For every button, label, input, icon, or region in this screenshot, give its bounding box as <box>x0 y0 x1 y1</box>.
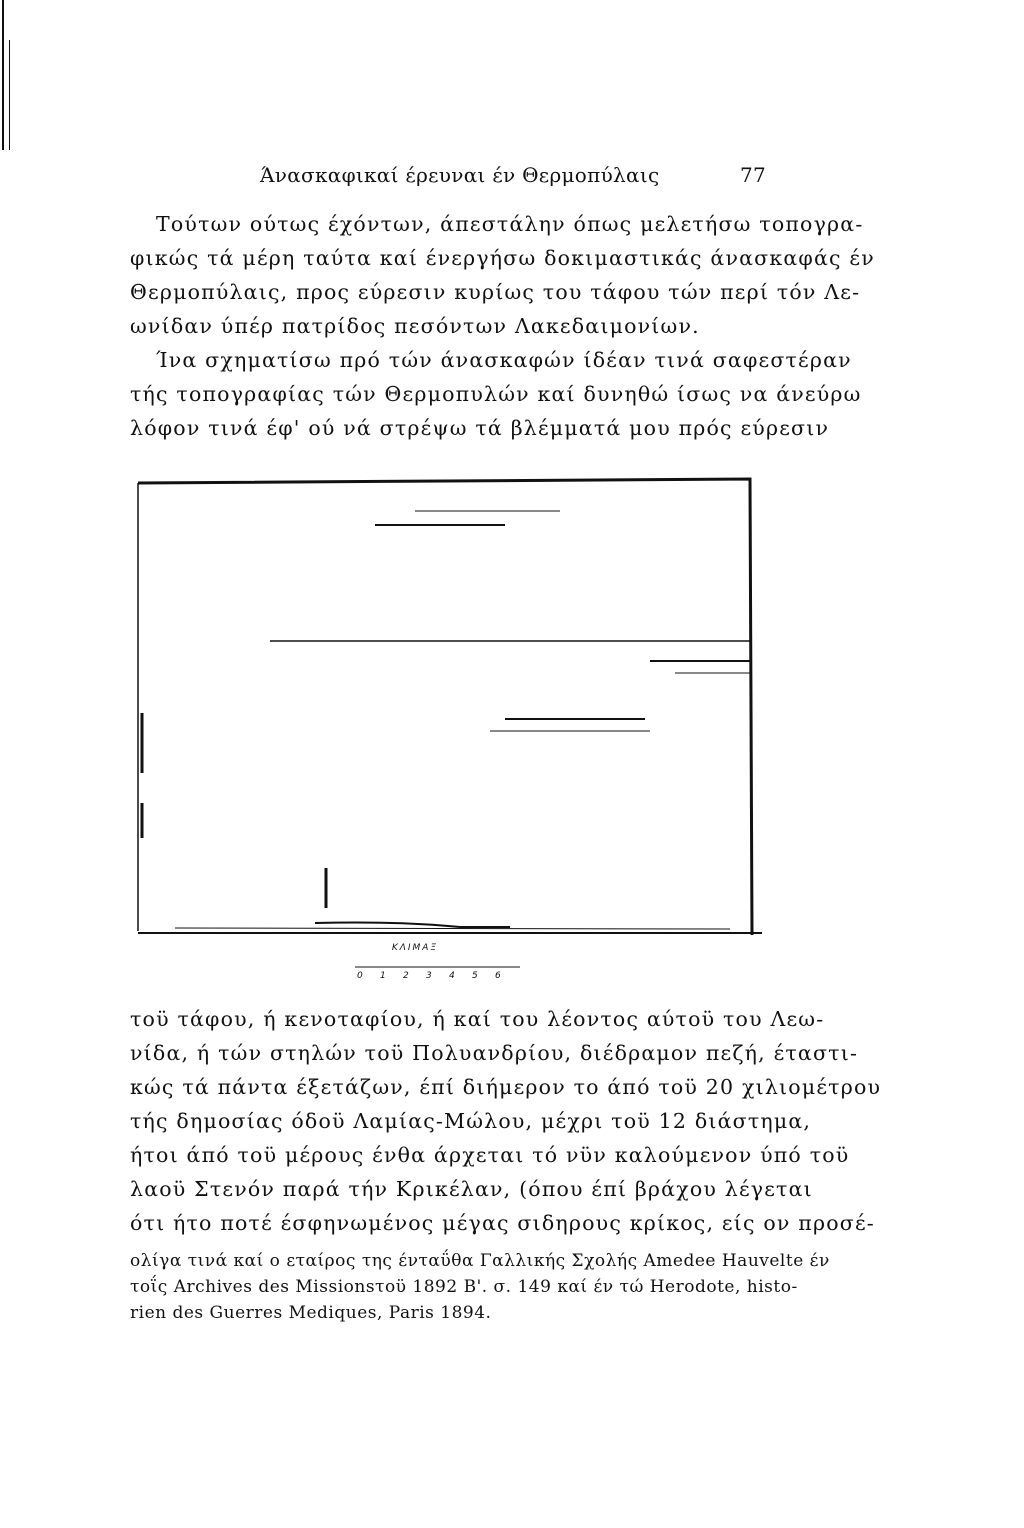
page-number: 77 <box>739 163 766 187</box>
scale-tick: 2 <box>403 971 409 981</box>
running-title: Άνασκαφικαί έρευναι έν Θερμοπύλαις <box>260 163 660 187</box>
scale-tick: 3 <box>426 971 432 981</box>
map-drawing <box>130 473 766 988</box>
text-line: τής τοπογραφίας τών Θερμοπυλών καί δυνηθώ ίσως να άνεύρω <box>130 382 862 406</box>
scale-tick: 4 <box>449 971 455 981</box>
text-line: φικώς τά μέρη ταύτα καί ένεργήσω δοκιμαστικάς άνασκαφάς έν <box>130 246 875 270</box>
text-line: Ίνα σχηματίσω πρό τών άνασκαφών ίδέαν τινά σαφεστέραν <box>156 348 852 372</box>
text-line: κώς τά πάντα έξετάζων, έπί διήμερον το άπό τοϋ 20 χιλιομέτρου <box>130 1075 882 1099</box>
text-line: νίδα, ή τών στηλών τοϋ Πολυανδρίου, διέδραμον πεζή, έταστι- <box>130 1041 859 1065</box>
footnote-line: rien des Guerres Mediques, Paris 1894. <box>130 1303 492 1323</box>
text-line: τής δημοσίας όδοϋ Λαμίας-Μώλου, μέχρι τοϋ 12 διάστημα, <box>130 1109 812 1133</box>
text-line: ωνίδαν ύπέρ πατρίδος πεσόντων Λακεδαιμονίων. <box>130 314 700 338</box>
paragraph-bottom <box>130 1002 882 1240</box>
footnote-line: τοΐς Archives des Missionsτοϋ 1892 Β'. σ. 149 καί έν τώ Herodote, histo- <box>130 1277 798 1297</box>
scan-edge-marks <box>0 0 14 160</box>
scale-tick: 1 <box>380 971 386 981</box>
scale-tick: 6 <box>495 971 501 981</box>
text-line: τοϋ τάφου, ή κενοταφίου, ή καί του λέοντος αύτοϋ του Λεω- <box>130 1007 825 1031</box>
paragraph-top <box>130 207 875 445</box>
topographic-map-figure <box>130 473 766 988</box>
text-line: Τούτων ούτως έχόντων, άπεστάλην όπως μελετήσω τοπογρα- <box>156 212 864 236</box>
page-header <box>130 163 766 193</box>
text-line: Θερμοπύλαις, προς εύρεσιν κυρίως του τάφου τών περί τόν Λε- <box>130 280 861 304</box>
text-line: λαοϋ Στενόν παρά τήν Κρικέλαν, (όπου έπί βράχου λέγεται <box>130 1177 813 1201</box>
footnote-line: ολίγα τινά καί ο εταίρος της ένταΰθα Γαλλικής Σχολής Amedee Hauvelte έν <box>130 1251 830 1271</box>
text-line: ότι ήτο ποτέ έσφηνωμένος μέγας σιδηρους κρίκος, είς ον προσέ- <box>130 1211 875 1235</box>
scale-tick: 0 <box>357 971 363 981</box>
text-line: ήτοι άπό τοϋ μέρους ένθα άρχεται τό νϋν καλούμενον ύπό τοϋ <box>130 1143 850 1167</box>
scale-label: ΚΛΙΜΑΞ <box>391 943 439 953</box>
footnote <box>130 1248 830 1326</box>
scale-tick: 5 <box>472 971 478 981</box>
text-line: λόφον τινά έφ' ού νά στρέψω τά βλέμματά μου πρός εύρεσιν <box>130 416 830 440</box>
